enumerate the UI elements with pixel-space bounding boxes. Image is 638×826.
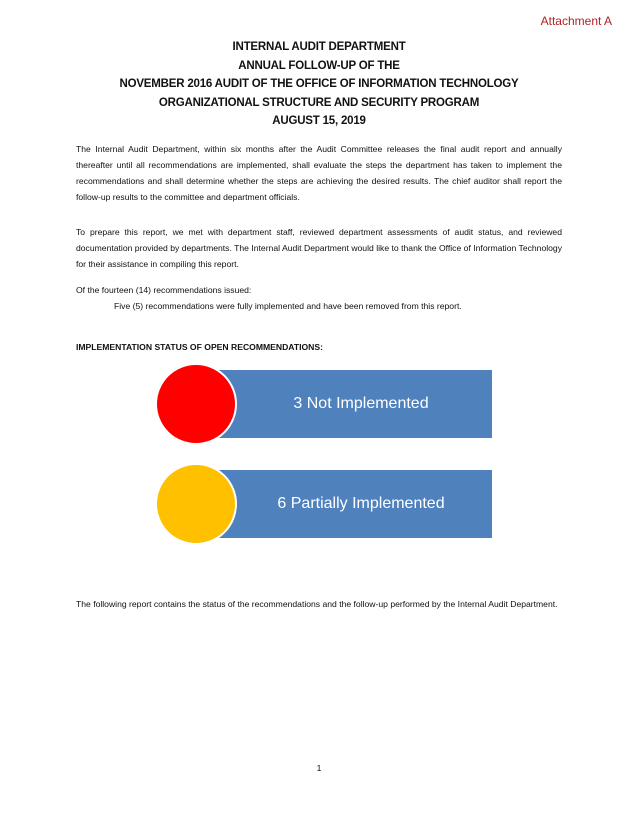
page-number: 1 — [316, 763, 322, 773]
yellow-status-circle-icon — [155, 463, 237, 545]
intro-paragraph: The Internal Audit Department, within six months after the Audit Committee releases the final audit report and annually thereafter until all recommendations are implemented, shall evaluate the steps the department has taken to implement the recommendations and shall determine whether the steps are achieving the desired results. The chief auditor shall report the follow-up results to the committee and department officials. — [76, 144, 562, 202]
implemented-recommendations-note: Five (5) recommendations were fully implemented and have been removed from this report. — [114, 301, 462, 311]
title-line-3: NOVEMBER 2016 AUDIT OF THE OFFICE OF INFORMATION TECHNOLOGY — [119, 78, 519, 90]
title-line-4: ORGANIZATIONAL STRUCTURE AND SECURITY PROGRAM — [158, 96, 480, 109]
attachment-label: Attachment A — [540, 14, 612, 28]
section-heading: IMPLEMENTATION STATUS OF OPEN RECOMMENDATIONS: — [76, 342, 323, 352]
red-status-circle-icon — [155, 363, 237, 445]
title-line-2: ANNUAL FOLLOW-UP OF THE — [238, 59, 400, 72]
document-title — [40, 38, 598, 131]
recommendations-summary: Of the fourteen (14) recommendations issued: — [76, 285, 252, 295]
title-line-1: INTERNAL AUDIT DEPARTMENT — [232, 41, 406, 53]
closing-paragraph: The following report contains the status of the recommendations and the follow-up performed by the Internal Audit Department. — [76, 599, 558, 609]
methodology-paragraph: To prepare this report, we met with department staff, reviewed department assessments of audit status, and reviewed documentation provided by departments. The Internal Audit Department would like to thank the Office of Information Technology for their assistance in compiling this report. — [76, 227, 562, 269]
title-line-5: AUGUST 15, 2019 — [272, 115, 366, 127]
partially-implemented-label: 6 Partially Implemented — [277, 495, 445, 512]
not-implemented-label: 3 Not Implemented — [293, 395, 429, 412]
